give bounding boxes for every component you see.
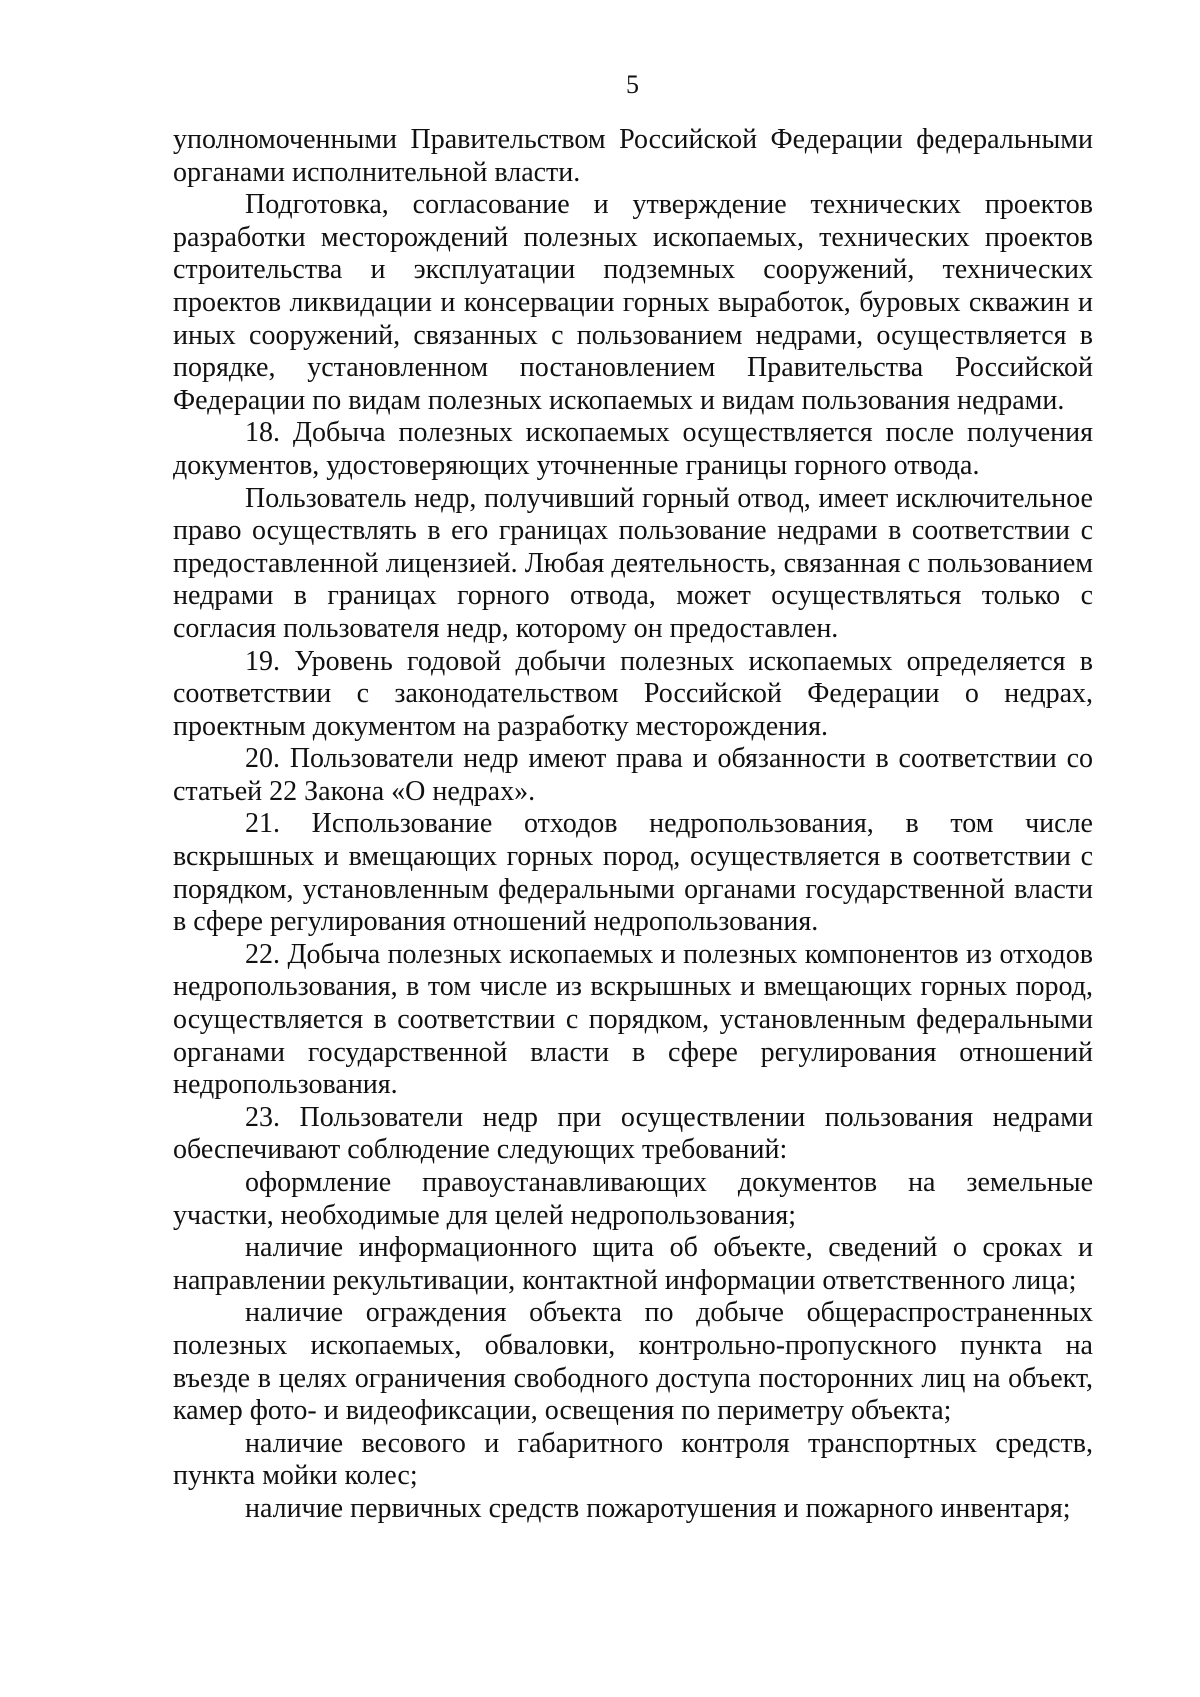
requirement-fire-safety: наличие первичных средств пожаротушения и пожарного инвентаря; [245,1492,1071,1524]
page-number: 5 [626,70,639,99]
paragraph-21: 21. Использование отходов недропользования, в том числе вскрышных и вмещающих горных пород, осуществляется в соответствии с порядком, установленным федеральными органами государственной власти в сфере регулирования отношений недропользования. [173,808,1093,938]
requirement-weight-control: наличие весового и габаритного контроля транспортных средств, пункта мойки колес; [173,1427,1093,1492]
paragraph-22: 22. Добыча полезных ископаемых и полезных компонентов из отходов недропользования, в том числе из вскрышных и вмещающих горных пород, осуществляется в соответствии с порядком, установленным федеральными органами государственной власти в сфере регулирования отношений недропользования. [173,938,1093,1101]
paragraph-23: 23. Пользователи недр при осуществлении пользования недрами обеспечивают соблюдение следующих требований: [173,1101,1093,1166]
document-body [173,124,1093,1526]
paragraph-18: 18. Добыча полезных ископаемых осуществляется после получения документов, удостоверяющих уточненные границы горного отвода. [173,417,1093,481]
requirement-info-board: наличие информационного щита об объекте, сведений о сроках и направлении рекультивации, контактной информации ответственного лица; [173,1232,1093,1296]
paragraph-continuation: уполномоченными Правительством Российской Федерации федеральными органами исполнительной власти. [173,124,1093,188]
paragraph-19: 19. Уровень годовой добычи полезных ископаемых определяется в соответствии с законодательством Российской Федерации о недрах, проектным документом на разработку месторождения. [173,645,1093,742]
paragraph-20: 20. Пользователи недр имеют права и обязанности в соответствии со статьей 22 Закона «О недрах». [173,743,1093,807]
requirement-land-documents: оформление правоустанавливающих документов на земельные участки, необходимые для целей недропользования; [173,1167,1093,1231]
paragraph-project-approval: Подготовка, согласование и утверждение технических проектов разработки месторождений полезных ископаемых, технических проектов строительства и эксплуатации подземных сооружений, технических проектов ликвидации и консервации горных выработок, буровых скважин и иных сооружений, связанных с пользованием недрами, осуществляется в порядке, установленном постановлением Правительства Российской Федерации по видам полезных ископаемых и видам пользования недрами. [173,189,1093,416]
requirement-fencing: наличие ограждения объекта по добыче общераспространенных полезных ископаемых, обваловки, контрольно-пропускного пункта на въезде в целях ограничения свободного доступа посторонних лиц на объект, камер фото- и видеофиксации, освещения по периметру объекта; [173,1297,1093,1427]
paragraph-mining-allotment-rights: Пользователь недр, получивший горный отвод, имеет исключительное право осуществлять в его границах пользование недрами в соответствии с предоставленной лицензией. Любая деятельность, связанная с пользованием недрами в границах горного отвода, может осуществляться только с согласия пользователя недр, которому он предоставлен. [173,482,1093,644]
